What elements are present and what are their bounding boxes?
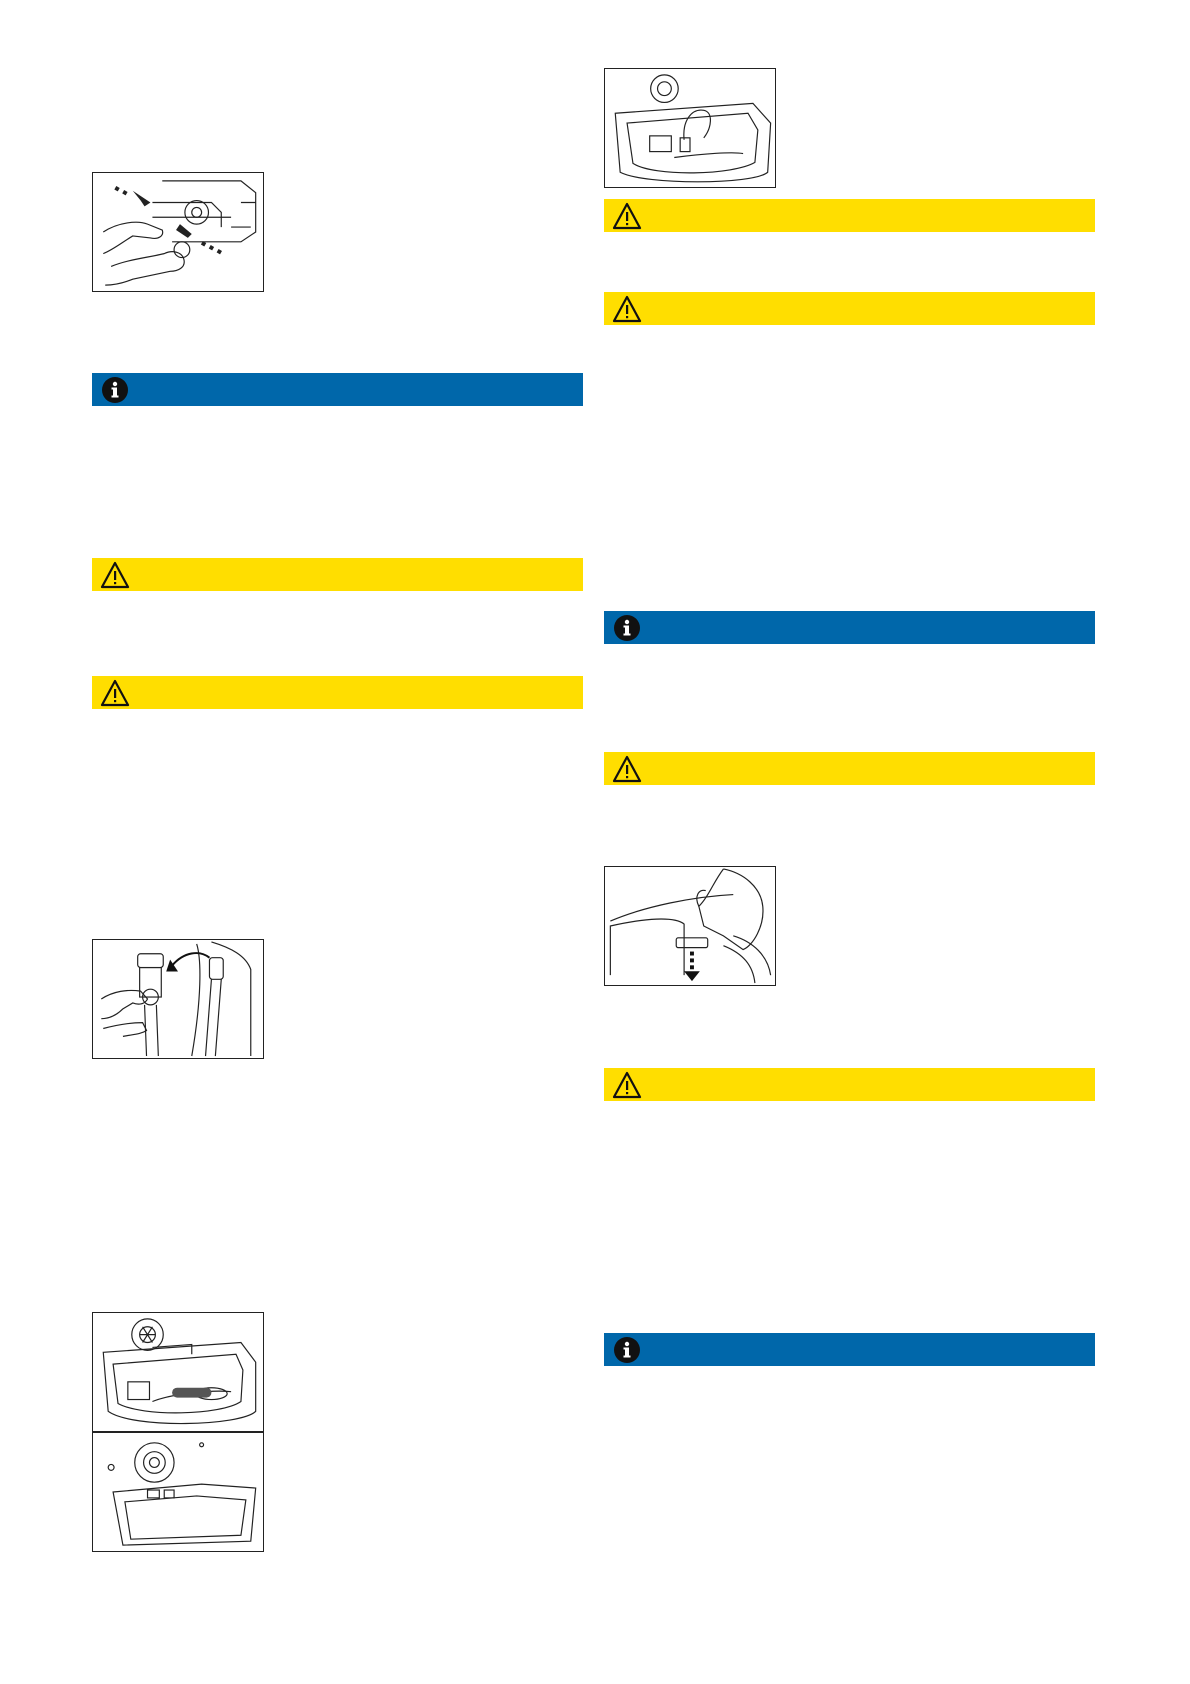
info-icon [100,375,130,405]
figure-tank-hose [604,68,776,188]
info-notice-bar [604,1333,1095,1366]
warning-notice-bar [604,1068,1095,1101]
warning-notice-bar [604,199,1095,232]
warning-notice-bar [92,558,583,591]
figure-tank-open [92,1312,264,1432]
warning-triangle-icon [612,295,642,323]
warning-triangle-icon [612,1071,642,1099]
info-notice-bar [604,611,1095,644]
info-icon [612,613,642,643]
warning-notice-bar [604,292,1095,325]
warning-triangle-icon [612,202,642,230]
figure-dial-adjustment [92,172,264,292]
figure-tank-empty [92,1432,264,1552]
warning-triangle-icon [100,561,130,589]
warning-triangle-icon [100,679,130,707]
warning-notice-bar [92,676,583,709]
info-icon [612,1335,642,1365]
warning-notice-bar [604,752,1095,785]
info-notice-bar [92,373,583,406]
figure-hose-connection [92,939,264,1059]
figure-filter-removal [604,866,776,986]
warning-triangle-icon [612,755,642,783]
